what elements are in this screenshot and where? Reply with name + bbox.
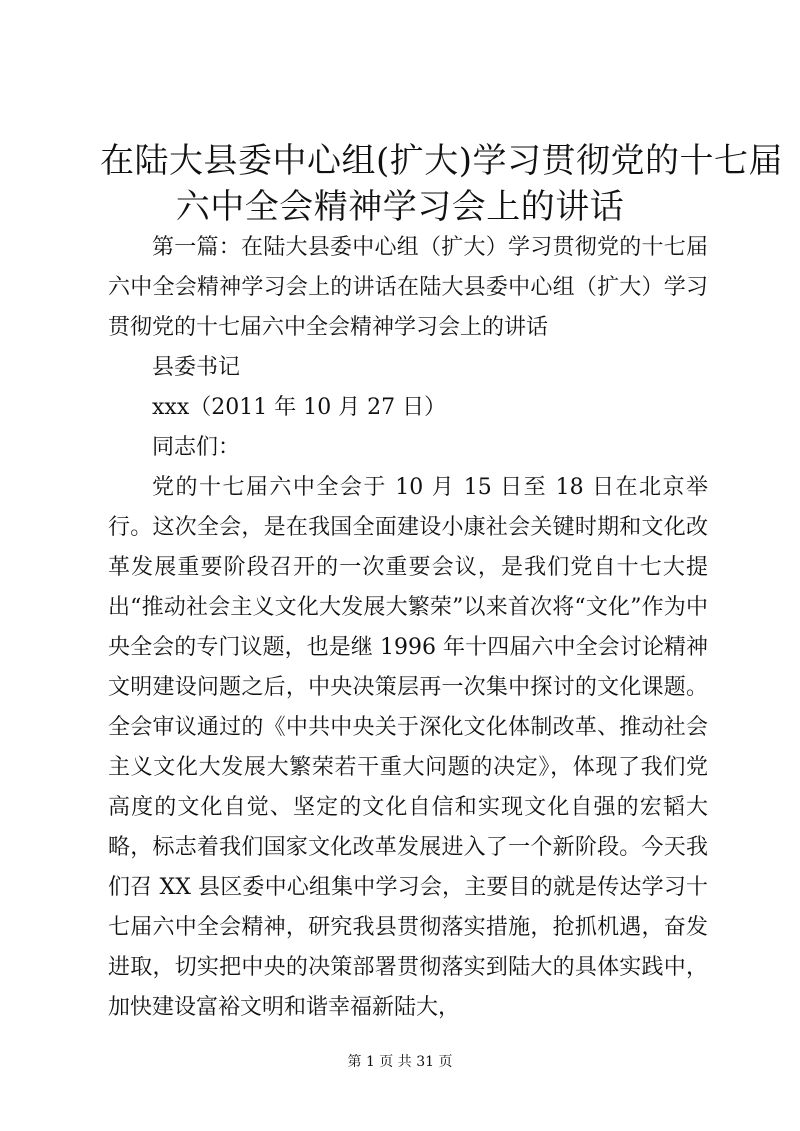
paragraph-salutation: 同志们： — [152, 435, 241, 460]
paragraph-speaker-title: 县委书记 — [152, 355, 241, 380]
paragraph-heading: 第一篇：在陆大县委中心组（扩大）学习贯彻党的十七届六中全会精神学习会上的讲话在陆大县委中心组（扩大）学习贯彻党的十七届六中全会精神学习会上的讲话 — [108, 235, 708, 340]
page-number-footer: 第 1 页 共 31 页 — [347, 1054, 453, 1070]
title-line-1: 在陆大县委中心组(扩大)学习贯彻党的十七届 — [100, 141, 784, 181]
paragraph-main: 党的十七届六中全会于 10 月 15 日至 18 日在北京举行。这次全会，是在我国全面建设小康社会关键时期和文化改革发展重要阶段召开的一次重要会议，是我们党自十七大提出“推动社会主义文化大发展大繁荣”以来首次将“文化”作为中央全会的专门议题，也是继 1996 年十四届六中全会讨论精神文明建设问题之后，中央决策层再一次集中探讨的文化课题。全会审议通过的《中共中央关于深化文化体制改革、推动社会主义文化大发展大繁荣若干重大问题的决定》，体现了我们党高度的文化自觉、坚定的文化自信和实现文化自强的宏韬大略，标志着我们国家文化改革发展进入了一个新阶段。今天我们召 XX 县区委中心组集中学习会，主要目的就是传达学习十七届六中全会精神，研究我县贯彻落实措施，抢抓机遇，奋发进取，切实把中央的决策部署贯彻落实到陆大的具体实践中，加快建设富裕文明和谐幸福新陆大， — [108, 475, 708, 1020]
document-title — [100, 138, 784, 230]
paragraph-speaker-date: xxx（2011 年 10 月 27 日） — [152, 395, 447, 420]
document-body — [108, 228, 708, 1028]
title-line-2: 六中全会精神学习会上的讲话 — [175, 187, 625, 227]
